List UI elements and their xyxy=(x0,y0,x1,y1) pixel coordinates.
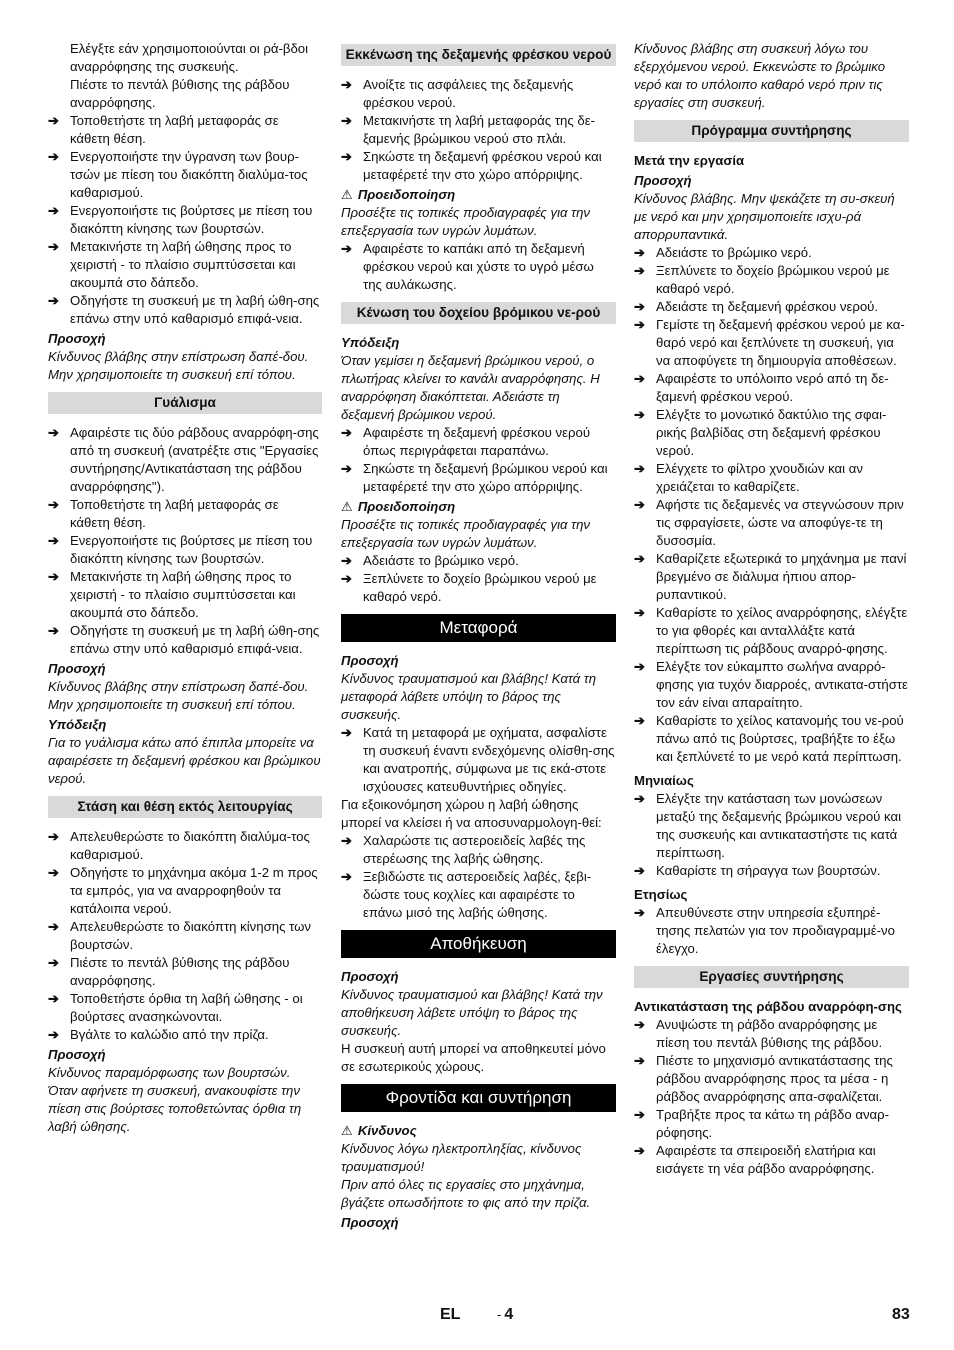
bullet-item xyxy=(634,1016,909,1052)
bullet-text: Ενεργοποιήστε τις βούρτσες με πίεση του διακόπτη κίνησης των βουρτσών. xyxy=(70,533,313,566)
bullet-text: Σηκώστε τη δεξαμενή βρώμικου νερού και μεταφέρετέ την στο χώρο απόρριψης. xyxy=(363,461,608,494)
section-heading: Κένωση του δοχείου βρόμικου νε-ρού xyxy=(341,302,616,324)
bullet-text: Πιέστε το μηχανισμό αντικατάστασης της ράβδου αναρρόφησης προς τα μέσα - η ράβδος αναρρόφησης απα-σφαλίζεται. xyxy=(656,1053,893,1104)
bullet-text: Κατά τη μεταφορά με οχήματα, ασφαλίστε τη συσκευή έναντι ενδεχόμενης ολίσθη-σης και ανατροπής, σύμφωνα με τις εκά-στοτε ισχύουσες κατευθυντήριες οδηγίες. xyxy=(363,725,615,794)
bullet-item xyxy=(48,292,322,328)
column-middle xyxy=(341,40,616,1232)
arrow-icon: ➔ xyxy=(341,833,353,848)
italic-paragraph: Για το γυάλισμα κάτω από έπιπλα μπορείτε να αφαιρέσετε τη δεξαμενή φρέσκου και βρώμικου νερού. xyxy=(48,735,321,786)
bullet-text: Αφαιρέστε τα σπειροειδή ελατήρια και εισάγετε τη νέα ράβδο αναρρόφησης. xyxy=(656,1143,876,1176)
bullet-text: Αφαιρέστε τη δεξαμενή φρέσκου νερού όπως περιγράφεται παραπάνω. xyxy=(363,425,591,458)
italic-paragraph: Όταν γεμίσει η δεξαμενή βρώμικου νερού, ο πλωτήρας κλείνει το κανάλι αναρρόφησης. Η αναρρόφηση διακόπτεται. Αδειάστε τη δεξαμενή βρώμικου νερού. xyxy=(341,353,600,422)
bullet-item xyxy=(48,864,322,918)
bullet-text: Ξεπλύνετε το δοχείο βρώμικου νερού με καθαρό νερό. xyxy=(363,571,597,604)
italic-paragraph: Κίνδυνος τραυματισμού και βλάβης! Κατά την αποθήκευση λάβετε υπόψη το βάρος της συσκευής. xyxy=(341,987,603,1038)
bullet-item xyxy=(634,904,909,958)
bullet-item xyxy=(48,496,322,532)
bullet-item xyxy=(341,724,616,796)
chapter-heading: Μεταφορά xyxy=(341,614,616,642)
bullet-text: Ξεπλύνετε το δοχείο βρώμικου νερού με καθαρό νερό. xyxy=(656,263,890,296)
bullet-item xyxy=(634,862,909,880)
section-heading: Πρόγραμμα συντήρησης xyxy=(634,120,909,142)
bullet-item xyxy=(48,424,322,496)
bullet-item xyxy=(48,1026,322,1044)
bullet-item xyxy=(341,460,616,496)
bullet-item xyxy=(48,918,322,954)
arrow-icon: ➔ xyxy=(341,869,353,884)
section-heading: Εργασίες συντήρησης xyxy=(634,966,909,988)
chapter-heading: Αποθήκευση xyxy=(341,930,616,958)
arrow-icon: ➔ xyxy=(341,461,353,476)
arrow-icon: ➔ xyxy=(48,239,60,254)
bullet-item xyxy=(341,240,616,294)
bullet-item xyxy=(634,790,909,862)
arrow-icon: ➔ xyxy=(634,1107,646,1122)
bullet-item xyxy=(634,496,909,550)
bullet-text: Καθαρίζετε εξωτερικά το μηχάνημα με πανί βρεγμένο σε διάλυμα ήπιου απορ-ρυπαντικού. xyxy=(656,551,907,602)
arrow-icon: ➔ xyxy=(48,569,60,584)
bullet-item xyxy=(634,262,909,298)
bullet-text: Ανυψώστε τη ράβδο αναρρόφησης με πίεση του πεντάλ βύθισης της ράβδου. xyxy=(656,1017,883,1050)
bullet-item xyxy=(634,658,909,712)
subheading: Μηνιαίως xyxy=(634,773,694,788)
bullet-text: Απελευθερώστε το διακόπτη κίνησης των βουρτσών. xyxy=(70,919,312,952)
italic-paragraph: Πριν από όλες τις εργασίες στο μηχάνημα, βγάζετε οπωσδήποτε το φις από την πρίζα. xyxy=(341,1177,591,1210)
note-label: Προσοχή xyxy=(634,173,692,188)
bullet-text: Ενεργοποιήστε τις βούρτσες με πίεση του διακόπτη κίνησης των βουρτσών. xyxy=(70,203,313,236)
arrow-icon: ➔ xyxy=(48,497,60,512)
bullet-item xyxy=(48,202,322,238)
bullet-text: Αδειάστε το βρώμικο νερό. xyxy=(363,553,519,568)
bullet-text: Ενεργοποιήστε την ύγρανση των βουρ-τσών με πίεση του διακόπτη διαλύμα-τος καθαρισμού. xyxy=(70,149,308,200)
bullet-item xyxy=(634,1052,909,1106)
arrow-icon: ➔ xyxy=(341,425,353,440)
arrow-icon: ➔ xyxy=(634,461,646,476)
arrow-icon: ➔ xyxy=(48,865,60,880)
note-label: Προσοχή xyxy=(48,331,106,346)
note-label: Υπόδειξη xyxy=(48,717,107,732)
bullet-item xyxy=(341,570,616,606)
bullet-text: Αδειάστε τη δεξαμενή φρέσκου νερού. xyxy=(656,299,879,314)
arrow-icon: ➔ xyxy=(341,571,353,586)
arrow-icon: ➔ xyxy=(48,425,60,440)
section-heading: Εκκένωση της δεξαμενής φρέσκου νερού xyxy=(341,44,616,66)
bullet-text: Μετακινήστε τη λαβή ώθησης προς το χειριστή - το πλαίσιο συμπτύσσεται και ακουμπά στο δάπεδο. xyxy=(70,239,296,290)
italic-paragraph: Προσέξτε τις τοπικές προδιαγραφές για την επεξεργασία των υγρών λυμάτων. xyxy=(341,517,591,550)
bullet-item xyxy=(341,424,616,460)
bullet-text: Καθαρίστε το χείλος αναρρόφησης, ελέγξτε το για φθορές και ανταλλάξτε κατά περίπτωση τις ράβδους αναρρό-φησης. xyxy=(656,605,908,656)
note-label: Προσοχή xyxy=(48,661,106,676)
arrow-icon: ➔ xyxy=(48,919,60,934)
warning-icon: ⚠ xyxy=(341,1123,353,1138)
note-label: Προσοχή xyxy=(48,1047,106,1062)
bullet-item xyxy=(48,828,322,864)
warning-icon: ⚠ xyxy=(341,187,353,202)
bullet-item xyxy=(48,238,322,292)
arrow-icon: ➔ xyxy=(341,149,353,164)
arrow-icon: ➔ xyxy=(48,203,60,218)
bullet-item xyxy=(341,76,616,112)
arrow-icon: ➔ xyxy=(634,1053,646,1068)
bullet-text: Οδηγήστε τη συσκευή με τη λαβή ώθη-σης επάνω στην υπό καθαρισμό επιφά-νεια. xyxy=(70,293,320,326)
bullet-item xyxy=(634,316,909,370)
bullet-item xyxy=(634,370,909,406)
arrow-icon: ➔ xyxy=(341,553,353,568)
bullet-item xyxy=(634,550,909,604)
footer-section-page xyxy=(497,1306,513,1324)
footer-dash: - xyxy=(497,1307,502,1322)
arrow-icon: ➔ xyxy=(634,1143,646,1158)
arrow-icon: ➔ xyxy=(48,1027,60,1042)
bullet-item xyxy=(341,832,616,868)
warning-label xyxy=(341,186,616,204)
bullet-text: Τοποθετήστε τη λαβή μεταφοράς σε κάθετη θέση. xyxy=(70,113,279,146)
bullet-item xyxy=(341,112,616,148)
italic-paragraph: Κίνδυνος τραυματισμού και βλάβης! Κατά τη μεταφορά λάβετε υπόψη το βάρος της συσκευής. xyxy=(341,671,597,722)
bullet-text: Οδηγήστε το μηχάνημα ακόμα 1-2 m προς τα εμπρός, για να αναρροφηθούν τα κατάλοιπα νερού. xyxy=(70,865,318,916)
bullet-item xyxy=(341,552,616,570)
bullet-item xyxy=(634,1142,909,1178)
section-heading: Στάση και θέση εκτός λειτουργίας xyxy=(48,796,322,818)
bullet-text: Γεμίστε τη δεξαμενή φρέσκου νερού με κα-θαρό νερό και ξεπλύνετε τη συσκευή, για να αποφύγετε τη δημιουργία αποθέσεων. xyxy=(656,317,905,368)
section-heading: Γυάλισμα xyxy=(48,392,322,414)
subheading: Αντικατάσταση της ράβδου αναρρόφη-σης xyxy=(634,999,902,1014)
arrow-icon: ➔ xyxy=(634,245,646,260)
bullet-item xyxy=(48,532,322,568)
bullet-text: Τοποθετήστε τη λαβή μεταφοράς σε κάθετη θέση. xyxy=(70,497,279,530)
bullet-text: Αφήστε τις δεξαμενές να στεγνώσουν πριν τις σφραγίσετε, ώστε να αποφύγε-τε τη δυσοσμία. xyxy=(656,497,904,548)
note-label: Προσοχή xyxy=(341,653,399,668)
bullet-item xyxy=(48,990,322,1026)
paragraph: Για εξοικονόμηση χώρου η λαβή ώθησης μπορεί να κλείσει ή να αποσυναρμολογη-θεί: xyxy=(341,797,602,830)
arrow-icon: ➔ xyxy=(634,863,646,878)
arrow-icon: ➔ xyxy=(48,991,60,1006)
bullet-text: Ξεβιδώστε τις αστεροειδείς λαβές, ξεβι-δώστε τους κοχλίες και αφαιρέστε το επάνω μισό της λαβής ώθησης. xyxy=(363,869,592,920)
note-label: Υπόδειξη xyxy=(341,335,400,350)
italic-paragraph: Κίνδυνος βλάβης στην επίστρωση δαπέ-δου. Μην χρησιμοποιείτε τη συσκευή επί τόπου. xyxy=(48,349,309,382)
bullet-text: Ελέγξτε την κατάσταση των μονώσεων μεταξύ της δεξαμενής βρώμικου νερού και της συσκευής και αντικαταστήστε τις κατά περίπτωση. xyxy=(656,791,902,860)
warning-text: Κίνδυνος xyxy=(357,1123,417,1138)
subheading: Μετά την εργασία xyxy=(634,153,745,168)
bullet-text: Αφαιρέστε τις δύο ράβδους αναρρόφη-σης από τη συσκευή (ανατρέξτε στις "Εργασίες συντήρησης/Αντικατάσταση της ράβδου αναρρόφησης"). xyxy=(70,425,319,494)
warning-label xyxy=(341,1122,616,1140)
bullet-text: Ελέγξτε τον εύκαμπτο σωλήνα αναρρό-φησης για τυχόν διαρροές, αντικατα-στήστε τον εάν είναι απαραίτητο. xyxy=(656,659,908,710)
bullet-item xyxy=(634,1106,909,1142)
arrow-icon: ➔ xyxy=(48,113,60,128)
footer-section-number: 4 xyxy=(504,1306,514,1323)
arrow-icon: ➔ xyxy=(634,497,646,512)
warning-label xyxy=(341,498,616,516)
bullet-text: Απελευθερώστε το διακόπτη διαλύμα-τος καθαρισμού. xyxy=(70,829,310,862)
bullet-text: Τοποθετήστε όρθια τη λαβή ώθησης - οι βούρτσες ανασηκώνονται. xyxy=(70,991,303,1024)
arrow-icon: ➔ xyxy=(48,955,60,970)
bullet-item xyxy=(48,622,322,658)
bullet-text: Πιέστε το πεντάλ βύθισης της ράβδου αναρρόφησης. xyxy=(70,955,290,988)
footer-page-number: 83 xyxy=(892,1306,910,1323)
bullet-item xyxy=(634,712,909,766)
arrow-icon: ➔ xyxy=(341,241,353,256)
bullet-item xyxy=(341,868,616,922)
bullet-item xyxy=(634,604,909,658)
warning-text: Προειδοποίηση xyxy=(357,187,456,202)
arrow-icon: ➔ xyxy=(341,113,353,128)
note-label: Προσοχή xyxy=(341,1215,399,1230)
arrow-icon: ➔ xyxy=(634,299,646,314)
bullet-text: Ανοίξτε τις ασφάλειες της δεξαμενής φρέσκου νερού. xyxy=(363,77,574,110)
arrow-icon: ➔ xyxy=(634,659,646,674)
bullet-item xyxy=(48,148,322,202)
arrow-icon: ➔ xyxy=(341,725,353,740)
warning-text: Προειδοποίηση xyxy=(357,499,456,514)
bullet-text: Οδηγήστε τη συσκευή με τη λαβή ώθη-σης επάνω στην υπό καθαρισμό επιφά-νεια. xyxy=(70,623,320,656)
bullet-item xyxy=(634,406,909,460)
arrow-icon: ➔ xyxy=(634,317,646,332)
bullet-text: Αφαιρέστε το καπάκι από τη δεξαμενή φρέσκου νερού και χύστε το υγρό μέσω της αυλάκωσης. xyxy=(363,241,594,292)
italic-paragraph: Κίνδυνος βλάβης στη συσκευή λόγω του εξερχόμενου νερού. Εκκενώστε το βρώμικο νερό και το υπόλοιπο καθαρό νερό πριν τις εργασίες στη συσκευή. xyxy=(634,41,886,110)
arrow-icon: ➔ xyxy=(48,623,60,638)
arrow-icon: ➔ xyxy=(634,551,646,566)
arrow-icon: ➔ xyxy=(634,905,646,920)
italic-paragraph: Κίνδυνος παραμόρφωσης των βουρτσών. Όταν αφήνετε τη συσκευή, ανακουφίστε την πίεση στις βούρτσες τοποθετώντας όρθια τη λαβή ώθησης. xyxy=(48,1065,302,1134)
bullet-text: Καθαρίστε το χείλος κατανομής του νε-ρού πάνω από τις βούρτσες, τραβήξτε το έξω και ξεπλύνετέ το με νερό κατά περίπτωση. xyxy=(656,713,904,764)
bullet-text: Μετακινήστε τη λαβή μεταφοράς της δε-ξαμενής βρώμικου νερού στο πλάι. xyxy=(363,113,595,146)
arrow-icon: ➔ xyxy=(341,77,353,92)
bullet-text: Ελέγχετε το φίλτρο χνουδιών και αν χρειάζεται το καθαρίζετε. xyxy=(656,461,863,494)
paragraph: Ελέγξτε εάν χρησιμοποιούνται οι ρά-βδοι αναρρόφησης της συσκευής. xyxy=(70,41,309,74)
footer-language: EL xyxy=(440,1306,461,1323)
bullet-item xyxy=(341,148,616,184)
bullet-text: Χαλαρώστε τις αστεροειδείς λαβές της στερέωσης της λαβής ώθησης. xyxy=(363,833,586,866)
arrow-icon: ➔ xyxy=(634,605,646,620)
arrow-icon: ➔ xyxy=(634,407,646,422)
bullet-text: Αφαιρέστε το υπόλοιπο νερό από τη δε-ξαμενή φρέσκου νερού. xyxy=(656,371,889,404)
chapter-heading: Φροντίδα και συντήρηση xyxy=(341,1084,616,1112)
italic-paragraph: Κίνδυνος βλάβης. Μην ψεκάζετε τη συ-σκευή με νερό και μην χρησιμοποιείτε ισχυ-ρά απορρυπαντικά. xyxy=(634,191,895,242)
bullet-item xyxy=(48,568,322,622)
bullet-text: Απευθύνεστε στην υπηρεσία εξυπηρέ-τησης πελατών για τον προδιαγραμμέ-νο έλεγχο. xyxy=(656,905,895,956)
bullet-text: Βγάλτε το καλώδιο από την πρίζα. xyxy=(70,1027,269,1042)
arrow-icon: ➔ xyxy=(634,263,646,278)
warning-icon: ⚠ xyxy=(341,499,353,514)
bullet-text: Καθαρίστε τη σήραγγα των βουρτσών. xyxy=(656,863,881,878)
paragraph: Πιέστε το πεντάλ βύθισης της ράβδου αναρρόφησης. xyxy=(70,77,290,110)
bullet-item xyxy=(634,298,909,316)
arrow-icon: ➔ xyxy=(634,791,646,806)
arrow-icon: ➔ xyxy=(48,829,60,844)
italic-paragraph: Προσέξτε τις τοπικές προδιαγραφές για την επεξεργασία των υγρών λυμάτων. xyxy=(341,205,591,238)
arrow-icon: ➔ xyxy=(48,533,60,548)
bullet-item xyxy=(48,112,322,148)
bullet-item xyxy=(48,954,322,990)
arrow-icon: ➔ xyxy=(634,713,646,728)
arrow-icon: ➔ xyxy=(48,149,60,164)
column-right xyxy=(634,40,909,1178)
italic-paragraph: Κίνδυνος λόγω ηλεκτροπληξίας, κίνδυνος τραυματισμού! xyxy=(341,1141,582,1174)
bullet-item xyxy=(634,460,909,496)
bullet-text: Μετακινήστε τη λαβή ώθησης προς το χειριστή - το πλαίσιο συμπτύσσεται και ακουμπά στο δάπεδο. xyxy=(70,569,296,620)
arrow-icon: ➔ xyxy=(634,371,646,386)
subheading: Ετησίως xyxy=(634,887,688,902)
arrow-icon: ➔ xyxy=(48,293,60,308)
bullet-item xyxy=(634,244,909,262)
arrow-icon: ➔ xyxy=(634,1017,646,1032)
bullet-text: Αδειάστε το βρώμικο νερό. xyxy=(656,245,812,260)
bullet-text: Τραβήξτε προς τα κάτω τη ράβδο αναρ-ρόφησης. xyxy=(656,1107,890,1140)
paragraph: Η συσκευή αυτή μπορεί να αποθηκευτεί μόνο σε εσωτερικούς χώρους. xyxy=(341,1041,606,1074)
column-left xyxy=(48,40,322,1136)
bullet-text: Σηκώστε τη δεξαμενή φρέσκου νερού και μεταφέρετέ την στο χώρο απόρριψης. xyxy=(363,149,602,182)
bullet-text: Ελέγξτε το μονωτικό δακτύλιο της σφαι-ρικής βαλβίδας στη δεξαμενή φρέσκου νερού. xyxy=(656,407,887,458)
italic-paragraph: Κίνδυνος βλάβης στην επίστρωση δαπέ-δου. Μην χρησιμοποιείτε τη συσκευή επί τόπου. xyxy=(48,679,309,712)
note-label: Προσοχή xyxy=(341,969,399,984)
